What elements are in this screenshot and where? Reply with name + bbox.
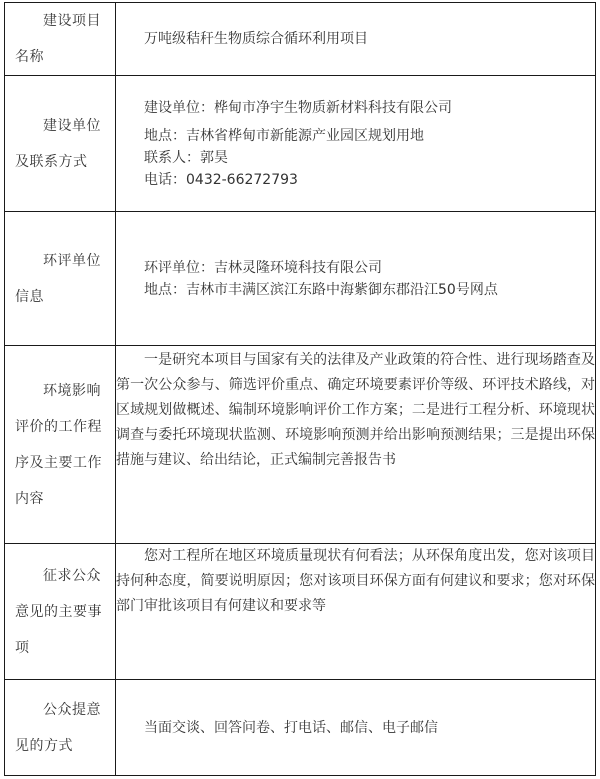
row-label-cell — [5, 346, 116, 544]
row-label: 评价的工作程 — [15, 418, 102, 435]
row-content-cell — [116, 680, 596, 776]
row-label: 名称 — [15, 49, 44, 65]
row-content-cell — [116, 76, 596, 212]
table-row — [5, 544, 596, 680]
public-opinion-items: 您对工程所在地区环境质量现状有何看法；从环保角度出发，您对该项目持何种态度，简要说明原因；您对该项目环保方面有何建议和要求；您对环保部门审批该项目有何建议和要求等 — [116, 548, 595, 614]
eia-location: 地点：吉林市丰满区滨江东路中海紫御东郡沿江50号网点 — [144, 281, 498, 298]
info-table — [4, 2, 596, 776]
table-row — [5, 3, 596, 76]
eia-work-content: 一是研究本项目与国家有关的法律及产业政策的符合性、进行现场踏查及第一次公众参与、筛选评价重点、确定环境要素评价等级、环评技术路线，对区域规划做概述、编制环境影响评价工作方案；二是进行工程分析、环境现状调查与委托环境现状监测、环境影响预测并给出影响预测结果；三是提出环保措施与建议、给出结论，正式编制完善报告书 — [116, 352, 595, 468]
row-label-cell — [5, 76, 116, 212]
row-label: 征求公众 — [43, 567, 101, 584]
row-label: 项 — [15, 639, 30, 656]
row-label-cell — [5, 212, 116, 346]
row-label: 意见的主要事 — [15, 603, 102, 620]
public-opinion-methods: 当面交谈、回答问卷、打电话、邮信、电子邮信 — [144, 719, 438, 736]
row-label: 公众提意 — [43, 701, 101, 718]
row-label: 环评单位 — [43, 252, 101, 269]
contact-phone: 电话：0432-66272793 — [144, 171, 298, 188]
row-label: 建设项目 — [43, 13, 101, 29]
contact-person: 联系人：郭昊 — [144, 149, 228, 166]
project-name: 万吨级秸秆生物质综合循环利用项目 — [144, 31, 368, 47]
row-content-cell — [116, 212, 596, 346]
row-content-cell — [116, 544, 596, 680]
row-label: 环境影响 — [43, 382, 101, 399]
construction-unit: 建设单位：桦甸市净宇生物质新材料科技有限公司 — [144, 99, 452, 116]
row-label: 序及主要工作 — [15, 454, 102, 471]
row-content-cell — [116, 346, 596, 544]
table-row — [5, 76, 596, 212]
table-row — [5, 346, 596, 544]
row-label-cell — [5, 544, 116, 680]
row-label: 建设单位 — [43, 117, 101, 134]
row-label: 见的方式 — [15, 737, 73, 754]
row-label-cell — [5, 3, 116, 76]
row-label: 信息 — [15, 288, 44, 305]
eia-unit: 环评单位：吉林灵隆环境科技有限公司 — [144, 259, 382, 276]
row-label: 内容 — [15, 490, 44, 507]
row-label: 及联系方式 — [15, 153, 88, 170]
construction-location: 地点：吉林省桦甸市新能源产业园区规划用地 — [144, 127, 424, 144]
table-row — [5, 680, 596, 776]
row-content-cell — [116, 3, 596, 76]
table-row — [5, 212, 596, 346]
row-label-cell — [5, 680, 116, 776]
